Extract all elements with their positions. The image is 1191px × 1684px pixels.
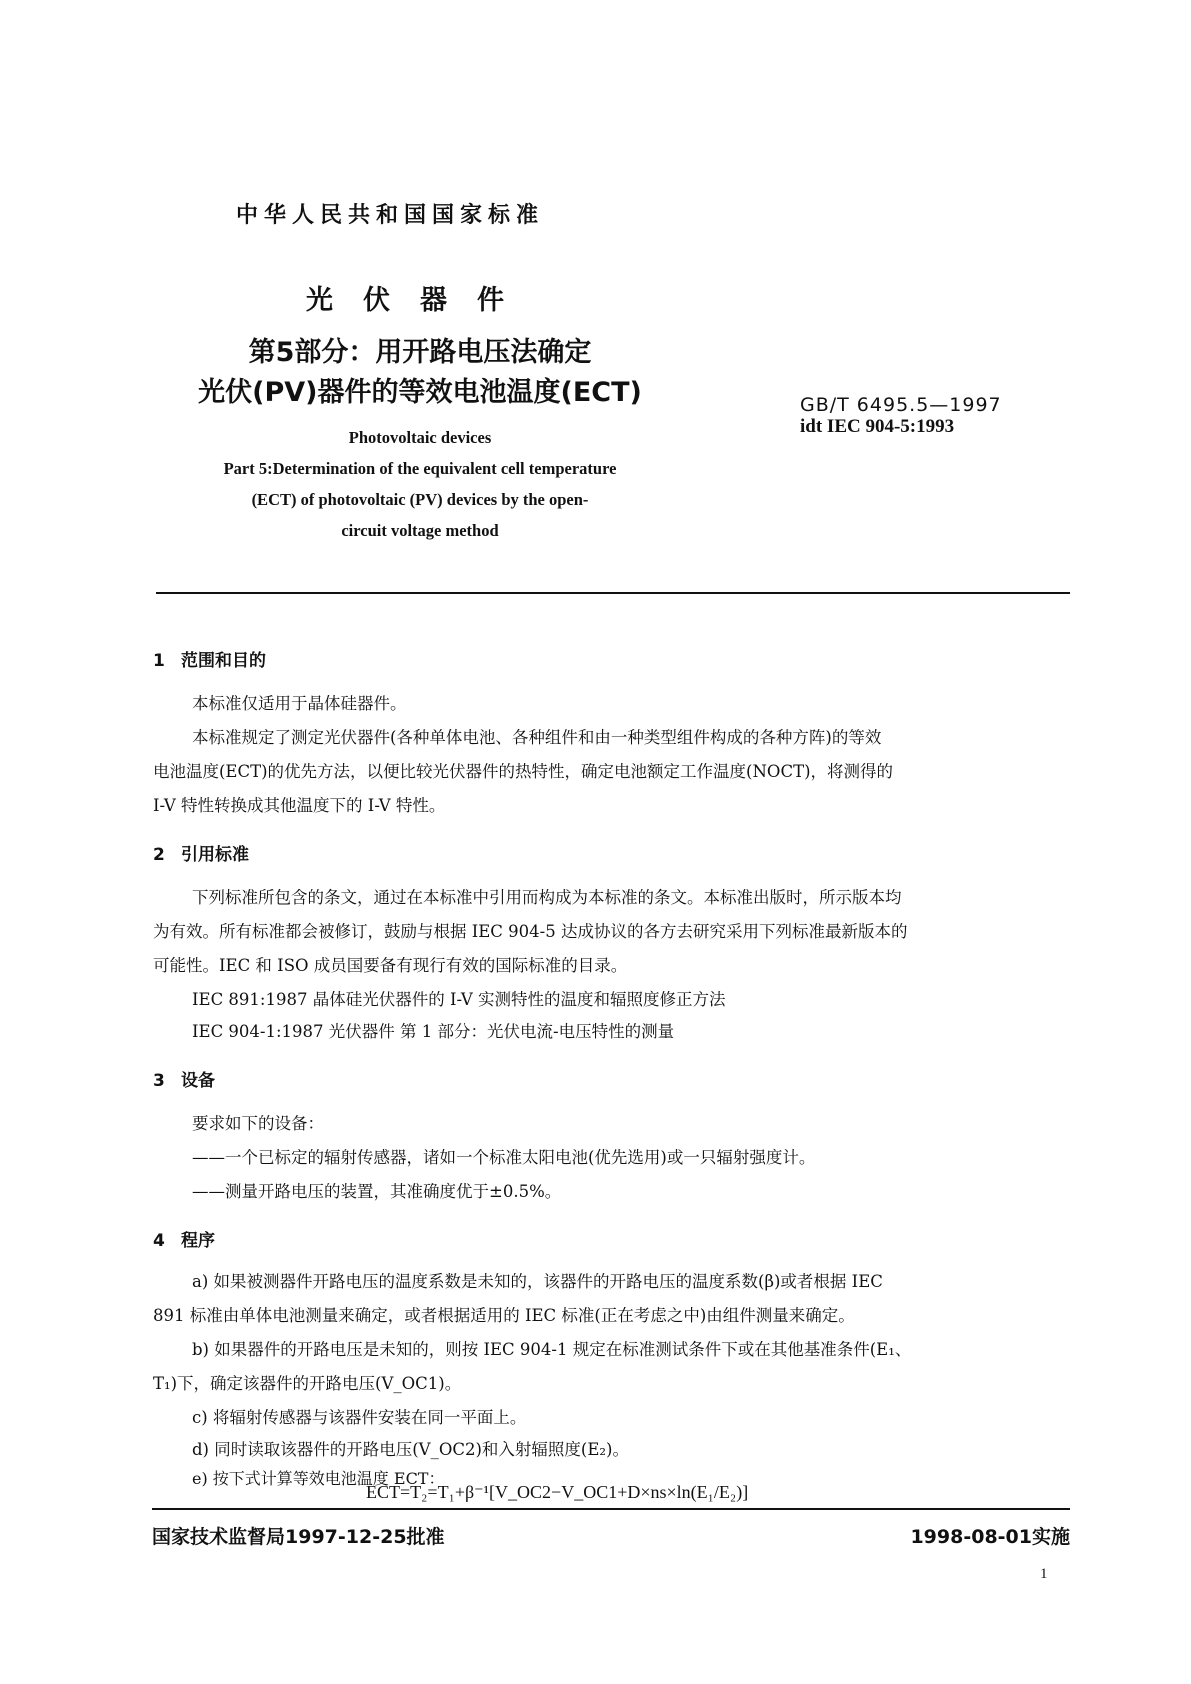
procedure-step-e: e) 按下式计算等效电池温度 ECT： xyxy=(192,1469,445,1488)
section-3-heading xyxy=(153,1066,215,1091)
reference-item: IEC 904-1:1987 光伏器件 第 1 部分：光伏电流-电压特性的测量 xyxy=(192,1022,675,1041)
paragraph: 电池温度(ECT)的优先方法，以便比较光伏器件的热特性，确定电池额定工作温度(NOCT)，将测得的 xyxy=(153,762,894,781)
reference-item: IEC 891:1987 晶体硅光伏器件的 I-V 实测特性的温度和辐照度修正方法 xyxy=(192,990,726,1009)
section-title: 程序 xyxy=(181,1231,215,1251)
section-number: 3 xyxy=(153,1071,165,1091)
section-4-heading xyxy=(153,1226,215,1251)
paragraph: 要求如下的设备： xyxy=(192,1114,324,1133)
procedure-step-a: a) 如果被测器件开路电压的温度系数是未知的，该器件的开路电压的温度系数(β)或者根据 IEC xyxy=(192,1272,883,1291)
paragraph: 可能性。IEC 和 ISO 成员国要备有现行有效的国际标准的目录。 xyxy=(153,956,628,975)
section-title: 引用标准 xyxy=(181,845,249,865)
procedure-step-a-cont: 891 标准由单体电池测量来确定，或者根据适用的 IEC 标准(正在考虑之中)由组件测量来确定。 xyxy=(153,1306,855,1325)
standard-code: GB/T 6495.5—1997 xyxy=(800,394,1002,416)
procedure-step-b-cont: T₁)下，确定该器件的开路电压(V_OC1)。 xyxy=(153,1374,462,1393)
ect-formula: ECT=T₂=T₁+β⁻¹[V_OC2−V_OC1+D×ns×ln(E₁/E₂)] xyxy=(366,1482,749,1502)
standard-code-block xyxy=(800,394,1002,438)
national-standard-heading: 中华人民共和国国家标准 xyxy=(235,203,544,228)
paragraph: 为有效。所有标准都会被修订，鼓励与根据 IEC 904-5 达成协议的各方去研究采用下列标准最新版本的 xyxy=(153,922,908,941)
procedure-step-d: d) 同时读取该器件的开路电压(V_OC2)和入射辐照度(E₂)。 xyxy=(192,1440,629,1459)
section-number: 4 xyxy=(153,1231,165,1251)
title-line-1: 光伏器件 xyxy=(306,285,534,316)
procedure-step-c: c) 将辐射传感器与该器件安装在同一平面上。 xyxy=(192,1408,527,1427)
page-number: 1 xyxy=(1040,1566,1048,1582)
english-title-line-4: circuit voltage method xyxy=(341,521,499,540)
section-2-heading xyxy=(153,840,249,865)
paragraph: 本标准规定了测定光伏器件(各种单体电池、各种组件和由一种类型组件构成的各种方阵)的等效 xyxy=(192,728,882,747)
title-line-2: 第5部分：用开路电压法确定 xyxy=(248,337,592,368)
section-number: 2 xyxy=(153,845,165,865)
idt-reference: idt IEC 904-5:1993 xyxy=(800,416,955,437)
footer-divider xyxy=(152,1508,1070,1510)
english-title-line-1: Photovoltaic devices xyxy=(348,428,492,447)
section-number: 1 xyxy=(153,651,165,671)
paragraph: 下列标准所包含的条文，通过在本标准中引用而构成为本标准的条文。本标准出版时，所示版本均 xyxy=(192,888,902,907)
implementation-date: 1998-08-01实施 xyxy=(910,1526,1070,1548)
section-title: 范围和目的 xyxy=(181,651,266,671)
english-title-line-3: (ECT) of photovoltaic (PV) devices by the open- xyxy=(251,490,589,509)
list-item: ——测量开路电压的装置，其准确度优于±0.5%。 xyxy=(192,1182,562,1201)
paragraph: 本标准仅适用于晶体硅器件。 xyxy=(192,694,407,713)
procedure-step-b: b) 如果器件的开路电压是未知的，则按 IEC 904-1 规定在标准测试条件下或在其他基准条件(E₁、 xyxy=(192,1340,912,1359)
header-divider xyxy=(156,592,1070,594)
section-title: 设备 xyxy=(181,1071,215,1091)
english-title-line-2: Part 5:Determination of the equivalent cell temperature xyxy=(223,459,617,478)
approval-date: 国家技术监督局1997-12-25批准 xyxy=(152,1526,445,1548)
title-line-3: 光伏(PV)器件的等效电池温度(ECT) xyxy=(198,377,642,408)
section-1-heading xyxy=(153,646,266,671)
paragraph: I-V 特性转换成其他温度下的 I-V 特性。 xyxy=(153,796,446,815)
list-item: ——一个已标定的辐射传感器，诸如一个标准太阳电池(优先选用)或一只辐射强度计。 xyxy=(192,1148,816,1167)
